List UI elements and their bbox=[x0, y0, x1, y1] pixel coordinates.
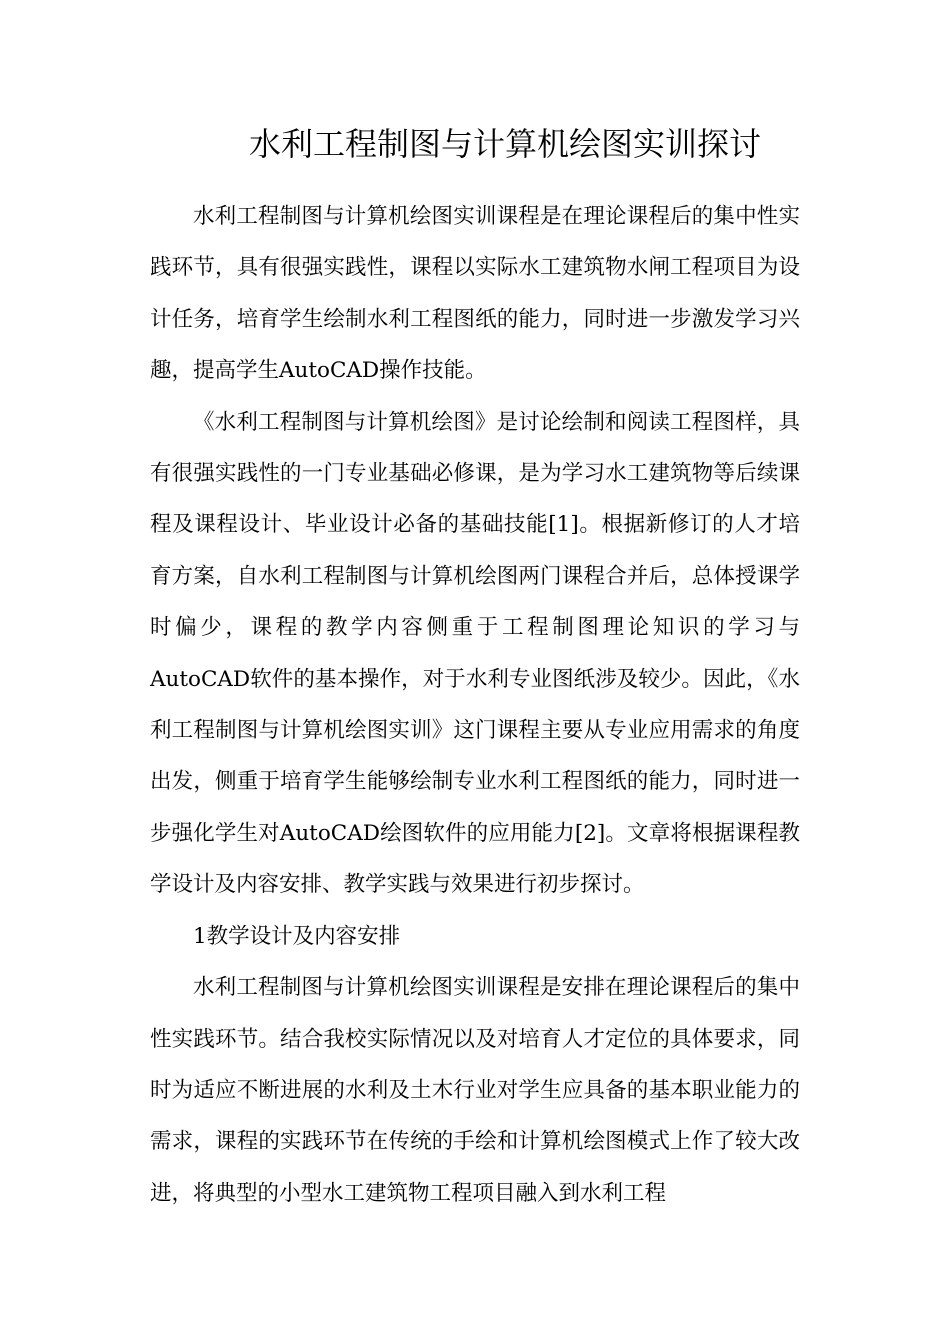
paragraph-intro: 水利工程制图与计算机绘图实训课程是在理论课程后的集中性实践环节，具有很强实践性，课程以实际水工建筑物水闸工程项目为设计任务，培育学生绘制水利工程图纸的能力，同时进一步激发学习兴趣，提高学生AutoCAD操作技能。 bbox=[150, 204, 800, 384]
document-body bbox=[150, 191, 800, 1219]
paragraph-section-1: 水利工程制图与计算机绘图实训课程是安排在理论课程后的集中性实践环节。结合我校实际情况以及对培育人才定位的具体要求，同时为适应不断进展的水利及土木行业对学生应具备的基本职业能力的需求，课程的实践环节在传统的手绘和计算机绘图模式上作了较大改进，将典型的小型水工建筑物工程项目融入到水利工程 bbox=[150, 975, 800, 1206]
section-heading-1: 1教学设计及内容安排 bbox=[193, 923, 401, 949]
document-title: 水利工程制图与计算机绘图实训探讨 bbox=[248, 125, 761, 163]
paragraph-background: 《水利工程制图与计算机绘图》是讨论绘制和阅读工程图样，具有很强实践性的一门专业基础必修课，是为学习水工建筑物等后续课程及课程设计、毕业设计必备的基础技能[1]。根据新修订的人才培育方案，自水利工程制图与计算机绘图两门课程合并后，总体授课学时偏少，课程的教学内容侧重于工程制图理论知识的学习与AutoCAD软件的基本操作，对于水利专业图纸涉及较少。因此，《水利工程制图与计算机绘图实训》这门课程主要从专业应用需求的角度出发，侧重于培育学生能够绘制专业水利工程图纸的能力，同时进一步强化学生对AutoCAD绘图软件的应用能力[2]。文章将根据课程教学设计及内容安排、教学实践与效果进行初步探讨。 bbox=[150, 409, 800, 898]
